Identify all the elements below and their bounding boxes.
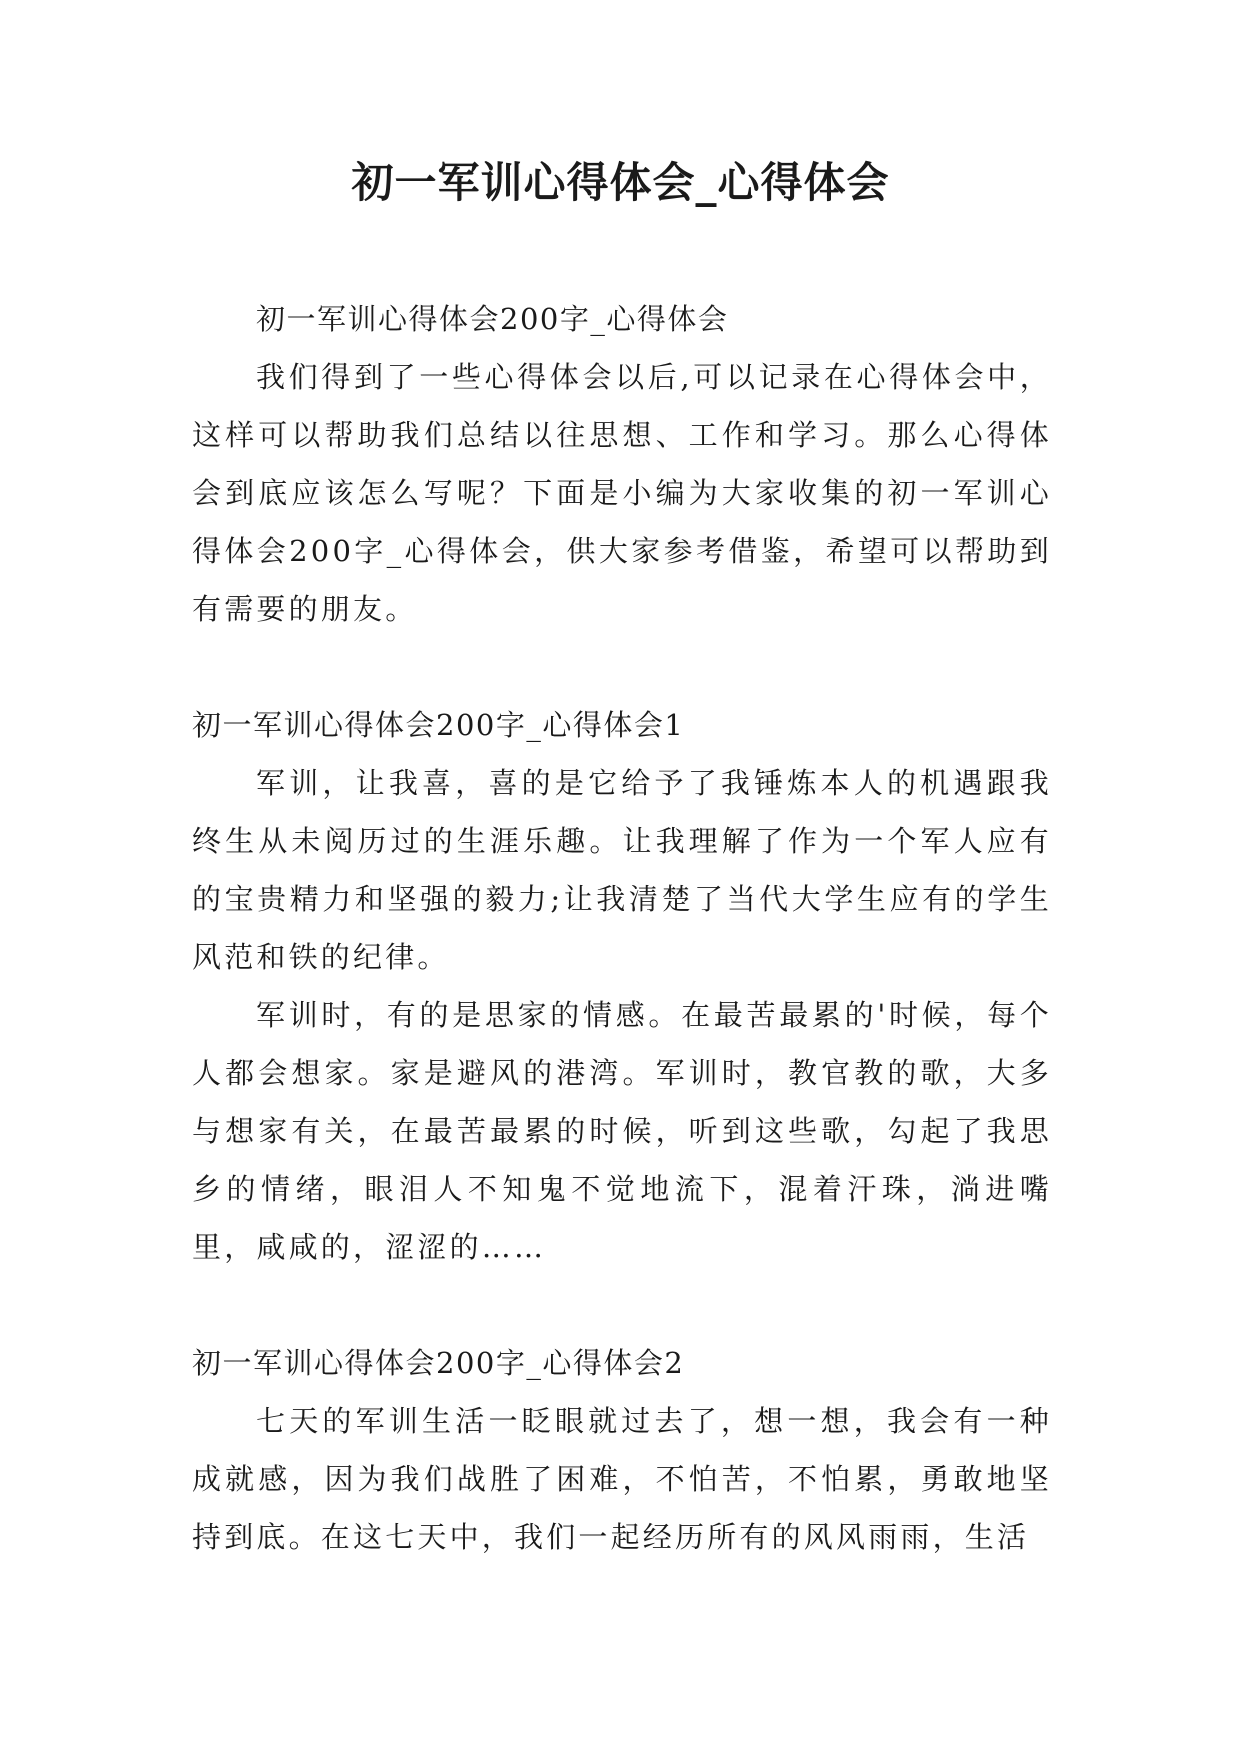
intro-heading: 初一军训心得体会200字_心得体会 xyxy=(256,302,729,336)
document-body xyxy=(192,290,1052,1566)
intro-paragraph: 我们得到了一些心得体会以后,可以记录在心得体会中，这样可以帮助我们总结以往思想、工作和学习。那么心得体会到底应该怎么写呢？下面是小编为大家收集的初一军训心得体会200字_心得体会，供大家参考借鉴，希望可以帮助到有需要的朋友。 xyxy=(192,360,1052,626)
section-1-paragraph-1: 军训，让我喜，喜的是它给予了我锤炼本人的机遇跟我终生从未阅历过的生涯乐趣。让我理解了作为一个军人应有的宝贵精力和坚强的毅力;让我清楚了当代大学生应有的学生风范和铁的纪律。 xyxy=(192,766,1052,974)
section-gap xyxy=(192,638,1052,696)
section-gap xyxy=(192,1276,1052,1334)
document-title: 初一军训心得体会_心得体会 xyxy=(351,158,890,207)
section-1-paragraph-2: 军训时，有的是思家的情感。在最苦最累的'时候，每个人都会想家。家是避风的港湾。军训时，教官教的歌，大多与想家有关，在最苦最累的时候，听到这些歌，勾起了我思乡的情绪，眼泪人不知鬼不觉地流下，混着汗珠，淌进嘴里，咸咸的，涩涩的…… xyxy=(192,998,1052,1264)
section-heading-1: 初一军训心得体会200字_心得体会1 xyxy=(192,708,685,742)
section-heading-2: 初一军训心得体会200字_心得体会2 xyxy=(192,1346,685,1380)
section-2-paragraph-1: 七天的军训生活一眨眼就过去了，想一想，我会有一种成就感，因为我们战胜了困难，不怕苦，不怕累，勇敢地坚持到底。在这七天中，我们一起经历所有的风风雨雨，生活 xyxy=(192,1404,1052,1554)
